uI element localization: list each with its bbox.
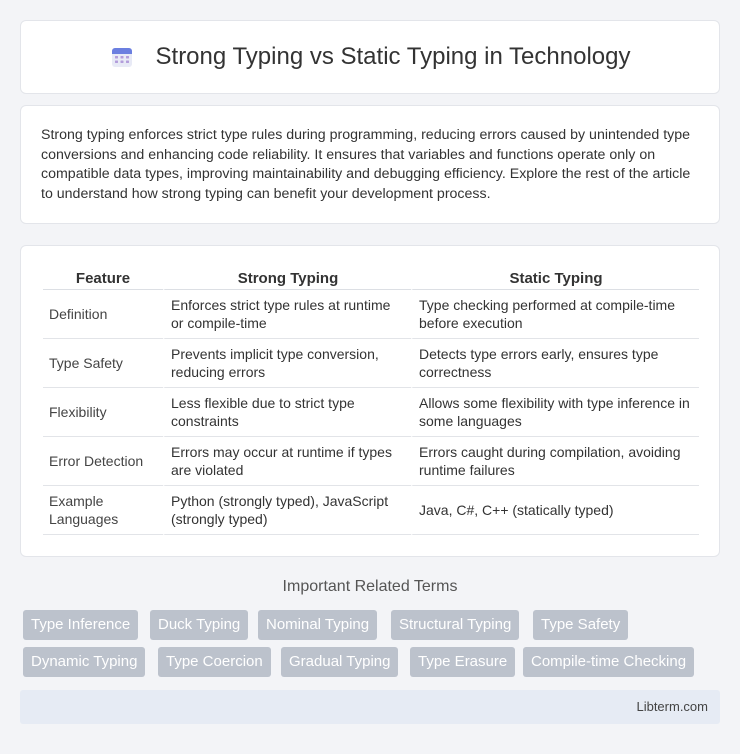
tag-duck-typing[interactable]: Duck Typing <box>150 610 248 640</box>
table-row <box>43 339 699 388</box>
tag-gradual-typing[interactable]: Gradual Typing <box>281 647 398 677</box>
tag-structural-typing[interactable]: Structural Typing <box>391 610 519 640</box>
column-header-strong-typing: Strong Typing <box>163 266 411 290</box>
footer <box>20 690 720 724</box>
tag-type-inference[interactable]: Type Inference <box>23 610 138 640</box>
table-cell: Errors caught during compilation, avoiding runtime failures <box>411 437 699 486</box>
tag-type-erasure[interactable]: Type Erasure <box>410 647 515 677</box>
table-cell: Less flexible due to strict type constraints <box>163 388 411 437</box>
table-cell: Type checking performed at compile-time before execution <box>411 290 699 339</box>
column-header-feature: Feature <box>43 266 163 290</box>
table-cell: Prevents implicit type conversion, reducing errors <box>163 339 411 388</box>
comparison-table-card <box>20 245 720 557</box>
title-card <box>20 20 720 94</box>
table-cell-feature: Type Safety <box>43 339 163 388</box>
footer-site-link[interactable]: Libterm.com <box>636 699 708 714</box>
tag-compile-time-checking[interactable]: Compile-time Checking <box>523 647 694 677</box>
table-cell-feature: Definition <box>43 290 163 339</box>
comparison-table <box>43 266 699 535</box>
calendar-icon <box>110 45 134 69</box>
table-row <box>43 388 699 437</box>
table-cell-feature: Flexibility <box>43 388 163 437</box>
table-cell: Python (strongly typed), JavaScript (strongly typed) <box>163 486 411 535</box>
related-terms-title: Important Related Terms <box>282 578 458 595</box>
intro-card <box>20 105 720 224</box>
table-cell: Java, C#, C++ (statically typed) <box>411 486 699 535</box>
table-row <box>43 290 699 339</box>
table-cell: Enforces strict type rules at runtime or compile-time <box>163 290 411 339</box>
table-cell: Allows some flexibility with type inference in some languages <box>411 388 699 437</box>
table-cell: Detects type errors early, ensures type correctness <box>411 339 699 388</box>
page-title: Strong Typing vs Static Typing in Technology <box>155 43 631 70</box>
column-header-static-typing: Static Typing <box>411 266 699 290</box>
tag-type-coercion[interactable]: Type Coercion <box>158 647 271 677</box>
table-cell: Errors may occur at runtime if types are violated <box>163 437 411 486</box>
tag-nominal-typing[interactable]: Nominal Typing <box>258 610 377 640</box>
tag-type-safety[interactable]: Type Safety <box>533 610 628 640</box>
table-header-row <box>43 266 699 290</box>
table-cell-feature: Example Languages <box>43 486 163 535</box>
table-cell-feature: Error Detection <box>43 437 163 486</box>
table-row <box>43 437 699 486</box>
intro-text: Strong typing enforces strict type rules during programming, reducing errors caused by unintended type conversions and enhancing code reliability. It ensures that variables and functions operate only on compatible data types, improving maintainability and debugging efficiency. Explore the rest of the article to understand how strong typing can benefit your development process. <box>41 127 691 202</box>
tag-dynamic-typing[interactable]: Dynamic Typing <box>23 647 145 677</box>
table-row <box>43 486 699 535</box>
